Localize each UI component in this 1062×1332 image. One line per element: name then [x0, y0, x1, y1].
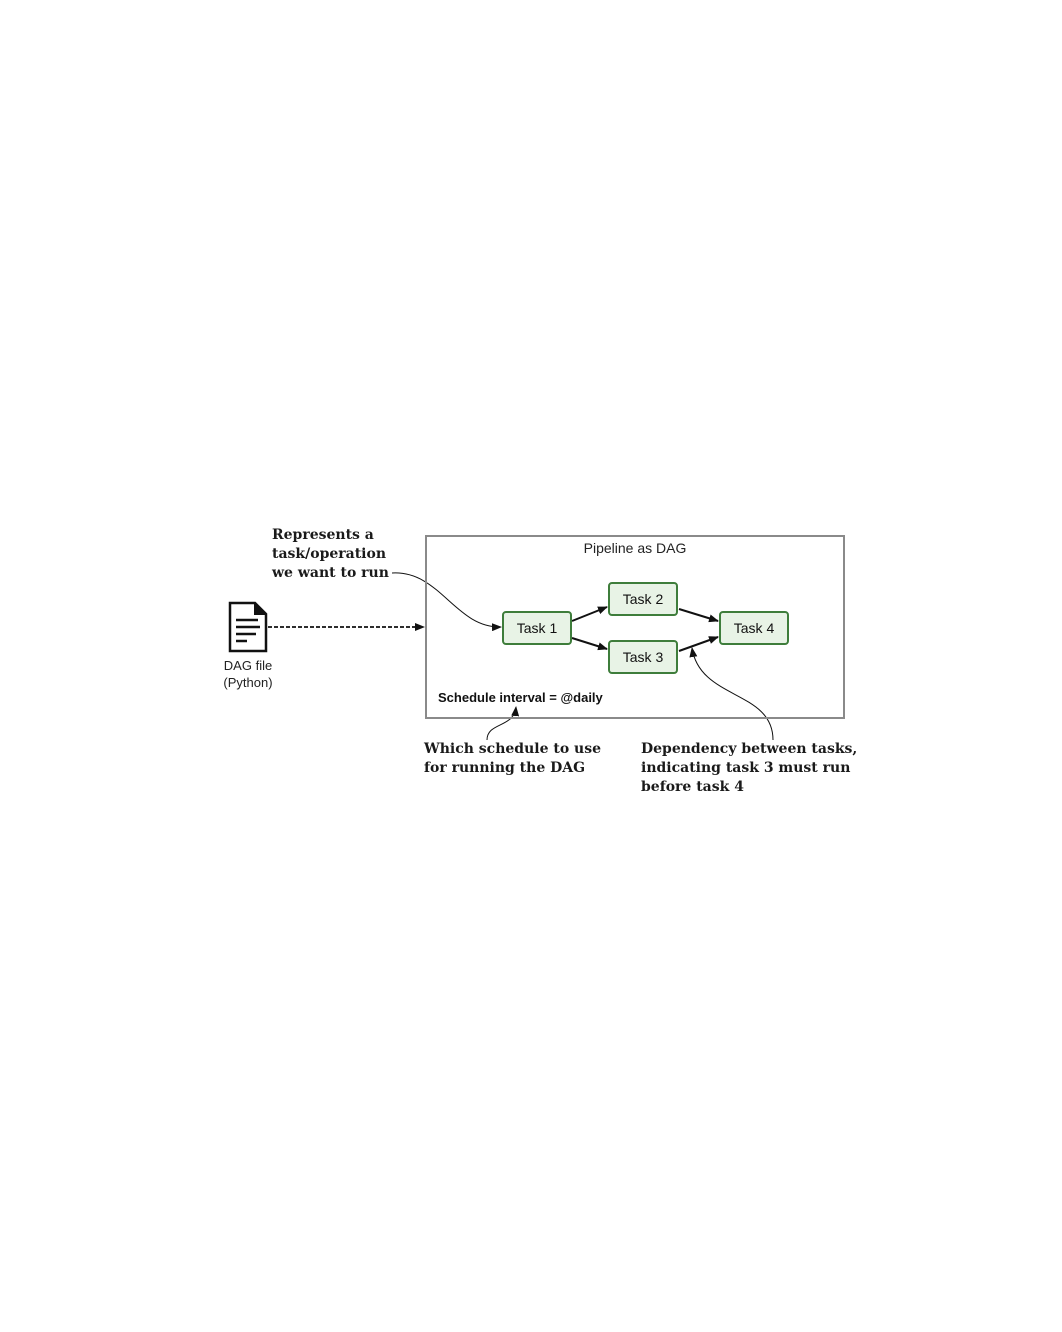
dag-file-label-line2: (Python) [223, 675, 273, 690]
schedule-interval-label: Schedule interval = @daily [438, 690, 603, 705]
dependency-annotation-line: indicating task 3 must run [641, 760, 851, 776]
document-icon [230, 603, 266, 651]
task-annotation-line: we want to run [272, 565, 389, 581]
task-node-4[interactable]: Task 4 [719, 611, 789, 645]
schedule-annotation [424, 740, 601, 778]
dag-file-label-line1: DAG file [223, 658, 273, 673]
task-annotation-line: task/operation [272, 546, 387, 562]
dependency-annotation-line: before task 4 [641, 779, 744, 795]
schedule-annotation-line: Which schedule to use [424, 741, 602, 757]
dependency-annotation [641, 740, 857, 797]
task-node-1[interactable]: Task 1 [502, 611, 572, 645]
dag-file-label [206, 657, 290, 691]
task-annotation-line: Represents a [272, 527, 374, 543]
schedule-annotation-line: for running the DAG [424, 760, 586, 776]
task-annotation [272, 526, 389, 583]
dependency-annotation-line: Dependency between tasks, [641, 741, 858, 757]
frame-title: Pipeline as DAG [583, 540, 687, 556]
task-node-3[interactable]: Task 3 [608, 640, 678, 674]
task-node-2[interactable]: Task 2 [608, 582, 678, 616]
